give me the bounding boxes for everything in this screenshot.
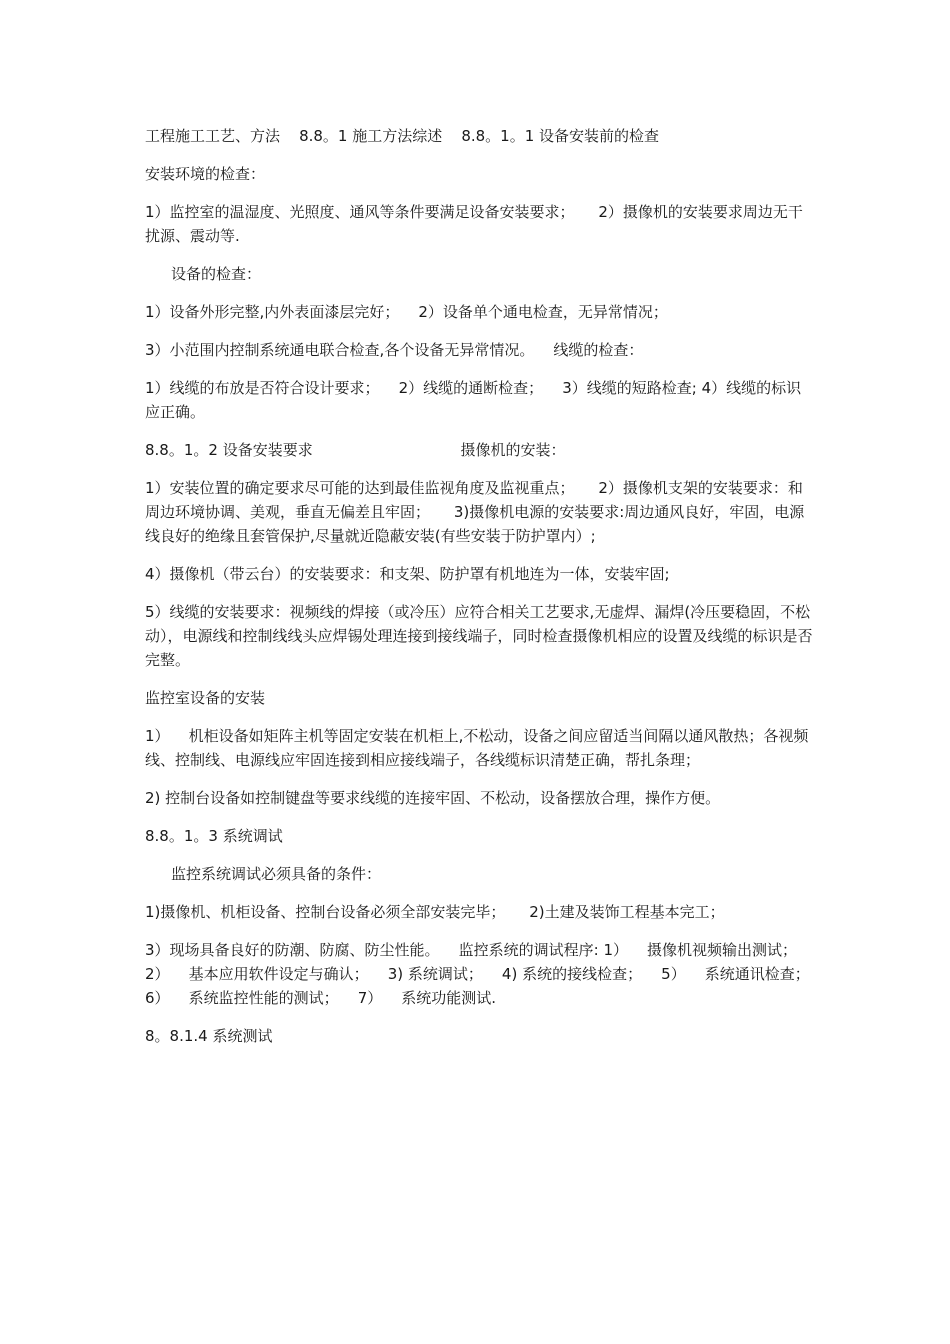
subheading-debug-conditions: 监控系统调试必须具备的条件： — [171, 865, 382, 883]
paragraph: 4）摄像机（带云台）的安装要求：和支架、防护罩有机地连为一体，安装牢固; — [145, 565, 670, 583]
paragraph: 1)摄像机、机柜设备、控制台设备必须全部安装完毕； 2)土建及装饰工程基本完工； — [145, 903, 725, 921]
paragraph: 3）现场具备良好的防潮、防腐、防尘性能。 监控系统的调试程序: 1） 摄像机视频输出测试； 2） 基本应用软件设定与确认； 3) 系统调试； 4) 系统的接线检查； 5） 系统通讯检查； 6） 系统监控性能的测试； 7） 系统功能测试. — [145, 941, 829, 1007]
section-heading: 工程施工工艺、方法 8.8。1 施工方法综述 8.8。1。1 设备安装前的检查 — [145, 127, 660, 145]
paragraph: 1）监控室的温湿度、光照度、通风等条件要满足设备安装要求； 2）摄像机的安装要求周边无干扰源、震动等. — [145, 203, 803, 245]
document-body — [145, 124, 829, 1062]
paragraph: 2) 控制台设备如控制键盘等要求线缆的连接牢固、不松动，设备摆放合理，操作方便。 — [145, 789, 721, 807]
paragraph: 1）线缆的布放是否符合设计要求； 2）线缆的通断检查； 3）线缆的短路检查; 4）线缆的标识应正确。 — [145, 379, 802, 421]
section-heading: 8.8。1。2 设备安装要求 摄像机的安装： — [145, 441, 566, 459]
section-heading: 8。8.1.4 系统测试 — [145, 1027, 273, 1045]
paragraph: 3）小范围内控制系统通电联合检查,各个设备无异常情况。 线缆的检查： — [145, 341, 644, 359]
paragraph: 1）安装位置的确定要求尽可能的达到最佳监视角度及监视重点； 2）摄像机支架的安装要求：和周边环境协调、美观，垂直无偏差且牢固； 3)摄像机电源的安装要求:周边通风良好，牢固，电源线良好的绝缘且套管保护,尽量就近隐蔽安装(有些安装于防护罩内）; — [145, 479, 805, 545]
paragraph: 1） 机柜设备如矩阵主机等固定安装在机柜上,不松动，设备之间应留适当间隔以通风散热；各视频线、控制线、电源线应牢固连接到相应接线端子，各线缆标识清楚正确，帮扎条理； — [145, 727, 809, 769]
paragraph: 5）线缆的安装要求：视频线的焊接（或冷压）应符合相关工艺要求,无虚焊、漏焊(冷压要稳固，不松动），电源线和控制线线头应焊锡处理连接到接线端子，同时检查摄像机相应的设置及线缆的标识是否完整。 — [145, 603, 813, 669]
subheading-environment-check: 安装环境的检查： — [145, 165, 266, 183]
paragraph: 1）设备外形完整,内外表面漆层完好； 2）设备单个通电检查，无异常情况； — [145, 303, 668, 321]
section-heading: 8.8。1。3 系统调试 — [145, 827, 283, 845]
subheading-control-room: 监控室设备的安装 — [145, 689, 266, 707]
subheading-equipment-check: 设备的检查： — [171, 265, 262, 283]
